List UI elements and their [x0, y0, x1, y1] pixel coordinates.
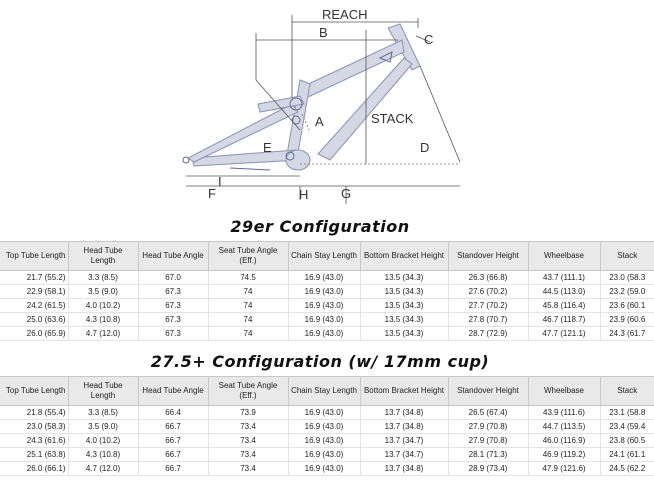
table-cell: 66.4: [138, 406, 208, 420]
table-cell: 13.7 (34.8): [360, 462, 448, 476]
table-cell: 74: [208, 299, 288, 313]
label-a: A: [315, 114, 324, 129]
table-cell: 13.5 (34.3): [360, 271, 448, 285]
table-cell: 16.9 (43.0): [288, 448, 360, 462]
table-cell: 46.9 (119.2): [528, 448, 600, 462]
column-header: Wheelbase: [528, 377, 600, 406]
table-cell: 74: [208, 285, 288, 299]
table-cell: 24.2 (61.5): [0, 299, 68, 313]
table-cell: 44.5 (113.0): [528, 285, 600, 299]
table-row: [0, 434, 654, 448]
table-cell: 4.3 (10.8): [68, 448, 138, 462]
table-cell: 23.6 (60.1: [600, 299, 654, 313]
table-cell: 26.3 (66.8): [448, 271, 528, 285]
table-cell: 74.5: [208, 271, 288, 285]
column-header: Top Tube Length: [0, 377, 68, 406]
column-header: Seat Tube Angle (Eff.): [208, 377, 288, 406]
column-header: Standover Height: [448, 377, 528, 406]
table-cell: 24.3 (61.7: [600, 327, 654, 341]
table-cell: 21.7 (55.2): [0, 271, 68, 285]
table-cell: 21.8 (55.4): [0, 406, 68, 420]
table-cell: 66.7: [138, 448, 208, 462]
table-cell: 47.7 (121.1): [528, 327, 600, 341]
table-row: [0, 420, 654, 434]
table-cell: 26.0 (65.9): [0, 327, 68, 341]
table-cell: 4.7 (12.0): [68, 462, 138, 476]
table-cell: 23.0 (58.3: [600, 271, 654, 285]
table-header-row: [0, 377, 654, 406]
column-header: Chain Stay Length: [288, 377, 360, 406]
table-cell: 46.7 (118.7): [528, 313, 600, 327]
label-h: H: [299, 187, 309, 202]
table-cell: 13.7 (34.7): [360, 448, 448, 462]
column-header: Bottom Bracket Height: [360, 242, 448, 271]
table-cell: 28.7 (72.9): [448, 327, 528, 341]
table-cell: 16.9 (43.0): [288, 313, 360, 327]
dimension-lines: [186, 15, 460, 204]
table-row: [0, 313, 654, 327]
column-header: Top Tube Length: [0, 242, 68, 271]
table-cell: 23.8 (60.5: [600, 434, 654, 448]
table-cell: 16.9 (43.0): [288, 327, 360, 341]
table-cell: 74: [208, 327, 288, 341]
table-row: [0, 406, 654, 420]
geometry-table-29er: [0, 241, 654, 341]
label-d: D: [420, 140, 430, 155]
label-g: G: [341, 186, 352, 201]
table-cell: 23.0 (58.3): [0, 420, 68, 434]
table-header-row: [0, 242, 654, 271]
column-header: Chain Stay Length: [288, 242, 360, 271]
column-header: Standover Height: [448, 242, 528, 271]
table-cell: 24.1 (61.1: [600, 448, 654, 462]
table-cell: 16.9 (43.0): [288, 462, 360, 476]
table-cell: 23.4 (59.4: [600, 420, 654, 434]
table-cell: 24.5 (62.2: [600, 462, 654, 476]
table-cell: 4.3 (10.8): [68, 313, 138, 327]
table-cell: 23.9 (60.6: [600, 313, 654, 327]
table-row: [0, 285, 654, 299]
label-i: I: [218, 174, 222, 189]
table-cell: 73.4: [208, 434, 288, 448]
table-cell: 73.4: [208, 420, 288, 434]
table-cell: 27.9 (70.8): [448, 420, 528, 434]
label-reach: REACH: [322, 7, 368, 22]
table-cell: 3.3 (8.5): [68, 406, 138, 420]
frame-geometry-diagram: [0, 0, 640, 215]
table-cell: 43.9 (111.6): [528, 406, 600, 420]
table-cell: 3.5 (9.0): [68, 420, 138, 434]
table-cell: 27.6 (70.2): [448, 285, 528, 299]
table-cell: 16.9 (43.0): [288, 420, 360, 434]
table-cell: 67.3: [138, 299, 208, 313]
table-cell: 23.1 (58.8: [600, 406, 654, 420]
table-cell: 16.9 (43.0): [288, 285, 360, 299]
column-header: Stack: [600, 242, 654, 271]
column-header: Wheelbase: [528, 242, 600, 271]
table-row: [0, 462, 654, 476]
table-cell: 16.9 (43.0): [288, 271, 360, 285]
column-header: Head Tube Length: [68, 377, 138, 406]
column-header: Stack: [600, 377, 654, 406]
table-cell: 44.7 (113.5): [528, 420, 600, 434]
table-cell: 46.0 (116.9): [528, 434, 600, 448]
table-row: [0, 448, 654, 462]
table-cell: 25.0 (63.6): [0, 313, 68, 327]
table-cell: 67.0: [138, 271, 208, 285]
table-cell: 3.5 (9.0): [68, 285, 138, 299]
table-cell: 16.9 (43.0): [288, 406, 360, 420]
label-stack: STACK: [371, 111, 414, 126]
table-cell: 3.3 (8.5): [68, 271, 138, 285]
label-f: F: [208, 186, 216, 201]
column-header: Bottom Bracket Height: [360, 377, 448, 406]
column-header: Head Tube Angle: [138, 242, 208, 271]
table-cell: 67.3: [138, 327, 208, 341]
table-cell: 13.5 (34.3): [360, 327, 448, 341]
table-cell: 4.7 (12.0): [68, 327, 138, 341]
column-header: Head Tube Angle: [138, 377, 208, 406]
bike-frame: [188, 24, 420, 170]
table-cell: 28.9 (73.4): [448, 462, 528, 476]
table-cell: 13.7 (34.8): [360, 406, 448, 420]
table-cell: 26.5 (67.4): [448, 406, 528, 420]
label-b: B: [319, 25, 328, 40]
table-cell: 13.5 (34.3): [360, 313, 448, 327]
table-cell: 67.3: [138, 285, 208, 299]
table-cell: 23.2 (59.0: [600, 285, 654, 299]
table-cell: 66.7: [138, 434, 208, 448]
table-cell: 13.5 (34.3): [360, 285, 448, 299]
column-header: Head Tube Length: [68, 242, 138, 271]
table-cell: 47.9 (121.6): [528, 462, 600, 476]
table-cell: 73.4: [208, 448, 288, 462]
table-cell: 24.3 (61.6): [0, 434, 68, 448]
table-cell: 16.9 (43.0): [288, 299, 360, 313]
table-cell: 13.7 (34.7): [360, 434, 448, 448]
label-c: C: [424, 32, 434, 47]
table-cell: 13.7 (34.8): [360, 420, 448, 434]
table-cell: 28.1 (71.3): [448, 448, 528, 462]
table-row: [0, 299, 654, 313]
table-title-29er: 29er Configuration: [230, 217, 410, 236]
table-cell: 66.7: [138, 420, 208, 434]
table-cell: 27.9 (70.8): [448, 434, 528, 448]
table-cell: 4.0 (10.2): [68, 299, 138, 313]
table-cell: 4.0 (10.2): [68, 434, 138, 448]
table-cell: 74: [208, 313, 288, 327]
label-e: E: [263, 140, 272, 155]
table-cell: 43.7 (111.1): [528, 271, 600, 285]
table-row: [0, 327, 654, 341]
table-cell: 73.9: [208, 406, 288, 420]
table-row: [0, 271, 654, 285]
table-title-27-5-plus: 27.5+ Configuration (w/ 17mm cup): [150, 352, 490, 371]
table-cell: 45.8 (116.4): [528, 299, 600, 313]
table-cell: 27.7 (70.2): [448, 299, 528, 313]
table-cell: 26.0 (66.1): [0, 462, 68, 476]
table-cell: 22.9 (58.1): [0, 285, 68, 299]
table-cell: 67.3: [138, 313, 208, 327]
column-header: Seat Tube Angle (Eff.): [208, 242, 288, 271]
geometry-table-27-5-plus: [0, 376, 654, 476]
table-cell: 16.9 (43.0): [288, 434, 360, 448]
table-cell: 27.8 (70.7): [448, 313, 528, 327]
table-cell: 66.7: [138, 462, 208, 476]
table-cell: 13.5 (34.3): [360, 299, 448, 313]
table-cell: 25.1 (63.8): [0, 448, 68, 462]
table-cell: 73.4: [208, 462, 288, 476]
